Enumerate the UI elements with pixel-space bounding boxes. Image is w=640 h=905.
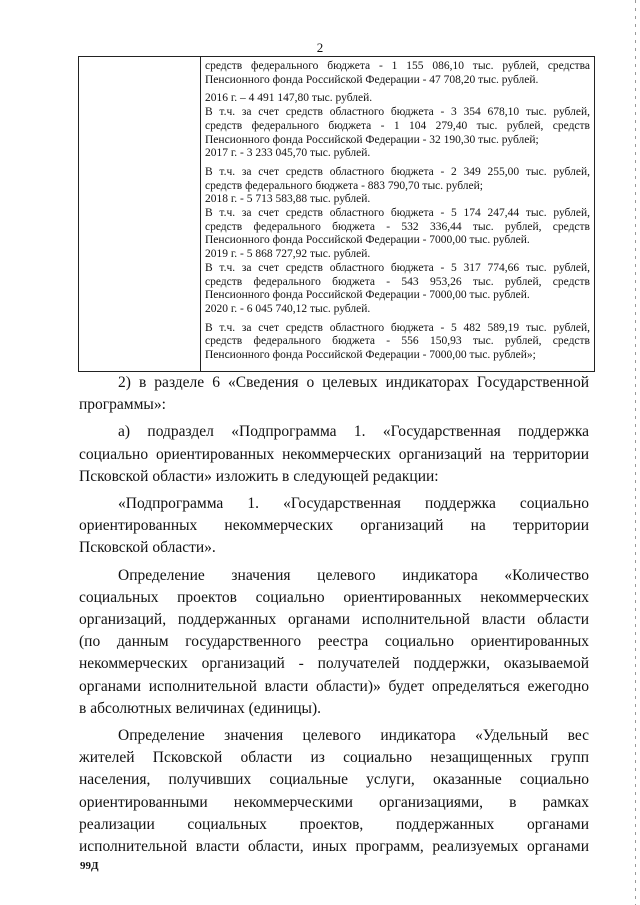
- body-line: организаций, поддержанных органами исполнительной власти области: [79, 611, 589, 629]
- body-line: населения, получивших социальные услуги, оказанные социально: [79, 771, 589, 789]
- table-line: Пенсионного фонда Российской Федерации - 7000,00 тыс. рублей.: [205, 289, 530, 302]
- body-line: Определение значения целевого индикатора «Удельный вес: [118, 727, 589, 745]
- body-line: Определение значения целевого индикатора «Количество: [118, 566, 589, 584]
- body-line: (по данным государственного реестра социально ориентированных: [79, 633, 589, 651]
- table-line: В т.ч. за счет средств областного бюджета - 5 482 589,19 тыс. рублей,: [205, 321, 590, 334]
- body-line: жителей Псковской области из социально незащищенных групп: [79, 749, 589, 767]
- body-line: органами исполнительной власти области)» будет определяться ежегодно: [79, 677, 589, 695]
- body-line: «Подпрограмма 1. «Государственная поддержка социально: [118, 495, 589, 513]
- table-line: 2016 г. – 4 491 147,80 тыс. рублей.: [205, 92, 373, 105]
- table-line: В т.ч. за счет средств областного бюджета - 5 317 774,66 тыс. рублей,: [205, 261, 590, 274]
- body-line: социальных проектов социально ориентированных некоммерческих: [79, 588, 589, 606]
- footer-code: 99Д: [80, 860, 99, 872]
- budget-table: [78, 56, 595, 372]
- table-line: Пенсионного фонда Российской Федерации - 32 190,30 тыс. рублей;: [205, 133, 539, 146]
- table-line: средств федерального бюджета - 883 790,70 тыс. рублей;: [205, 179, 483, 192]
- table-line: В т.ч. за счет средств областного бюджета - 2 349 255,00 тыс. рублей,: [205, 165, 590, 178]
- table-line: Пенсионного фонда Российской Федерации - 47 708,20 тыс. рублей.: [205, 73, 539, 86]
- table-line: средств федерального бюджета - 1 155 086,10 тыс. рублей, средства: [205, 60, 590, 72]
- body-line: 2) в разделе 6 «Сведения о целевых индикаторах Государственной: [118, 374, 589, 391]
- table-line: Пенсионного фонда Российской Федерации - 7000,00 тыс. рублей»;: [205, 349, 536, 362]
- body-line: ориентированными некоммерческими организациями, в рамках: [79, 793, 589, 811]
- body-line: программы»:: [79, 396, 166, 414]
- table-line: средств федерального бюджета - 1 104 279,40 тыс. рублей, средств: [205, 119, 590, 132]
- body-line: Псковской области» изложить в следующей редакции:: [79, 467, 439, 485]
- body-line: реализации социальных проектов, поддержанных органами: [79, 815, 589, 833]
- table-line: средств федерального бюджета - 532 336,44 тыс. рублей, средств: [205, 220, 590, 233]
- table-line: 2020 г. - 6 045 740,12 тыс. рублей.: [205, 302, 371, 315]
- body-line: а) подраздел «Подпрограмма 1. «Государственная поддержка: [118, 423, 589, 441]
- table-line: В т.ч. за счет средств областного бюджета - 3 354 678,10 тыс. рублей,: [205, 106, 590, 119]
- body-line: ориентированных некоммерческих организаций на территории: [79, 517, 589, 535]
- page-number: 2: [316, 40, 324, 55]
- table-line: 2018 г. - 5 713 583,88 тыс. рублей.: [205, 193, 371, 206]
- table-line: средств федерального бюджета - 556 150,93 тыс. рублей, средств: [205, 335, 590, 348]
- scan-edge: [635, 0, 636, 905]
- table-right-cell: [201, 57, 594, 371]
- body-line: Псковской области».: [79, 539, 216, 557]
- body-text: [79, 372, 589, 858]
- table-line: Пенсионного фонда Российской Федерации - 7000,00 тыс. рублей.: [205, 234, 530, 247]
- table-line: 2017 г. - 3 233 045,70 тыс. рублей.: [205, 147, 371, 160]
- table-line: средств федерального бюджета - 543 953,26 тыс. рублей, средств: [205, 275, 590, 288]
- table-line: В т.ч. за счет средств областного бюджета - 5 174 247,44 тыс. рублей,: [205, 207, 590, 220]
- table-line: 2019 г. - 5 868 727,92 тыс. рублей.: [205, 248, 371, 261]
- body-line: исполнительной власти области, иных программ, реализуемых органами: [79, 838, 589, 856]
- body-line: в абсолютных величинах (единицы).: [79, 699, 321, 717]
- body-line: некоммерческих организаций - получателей поддержки, оказываемой: [79, 655, 589, 673]
- body-line: социально ориентированных некоммерческих организаций на территории: [79, 445, 589, 463]
- table-left-cell: [79, 57, 201, 371]
